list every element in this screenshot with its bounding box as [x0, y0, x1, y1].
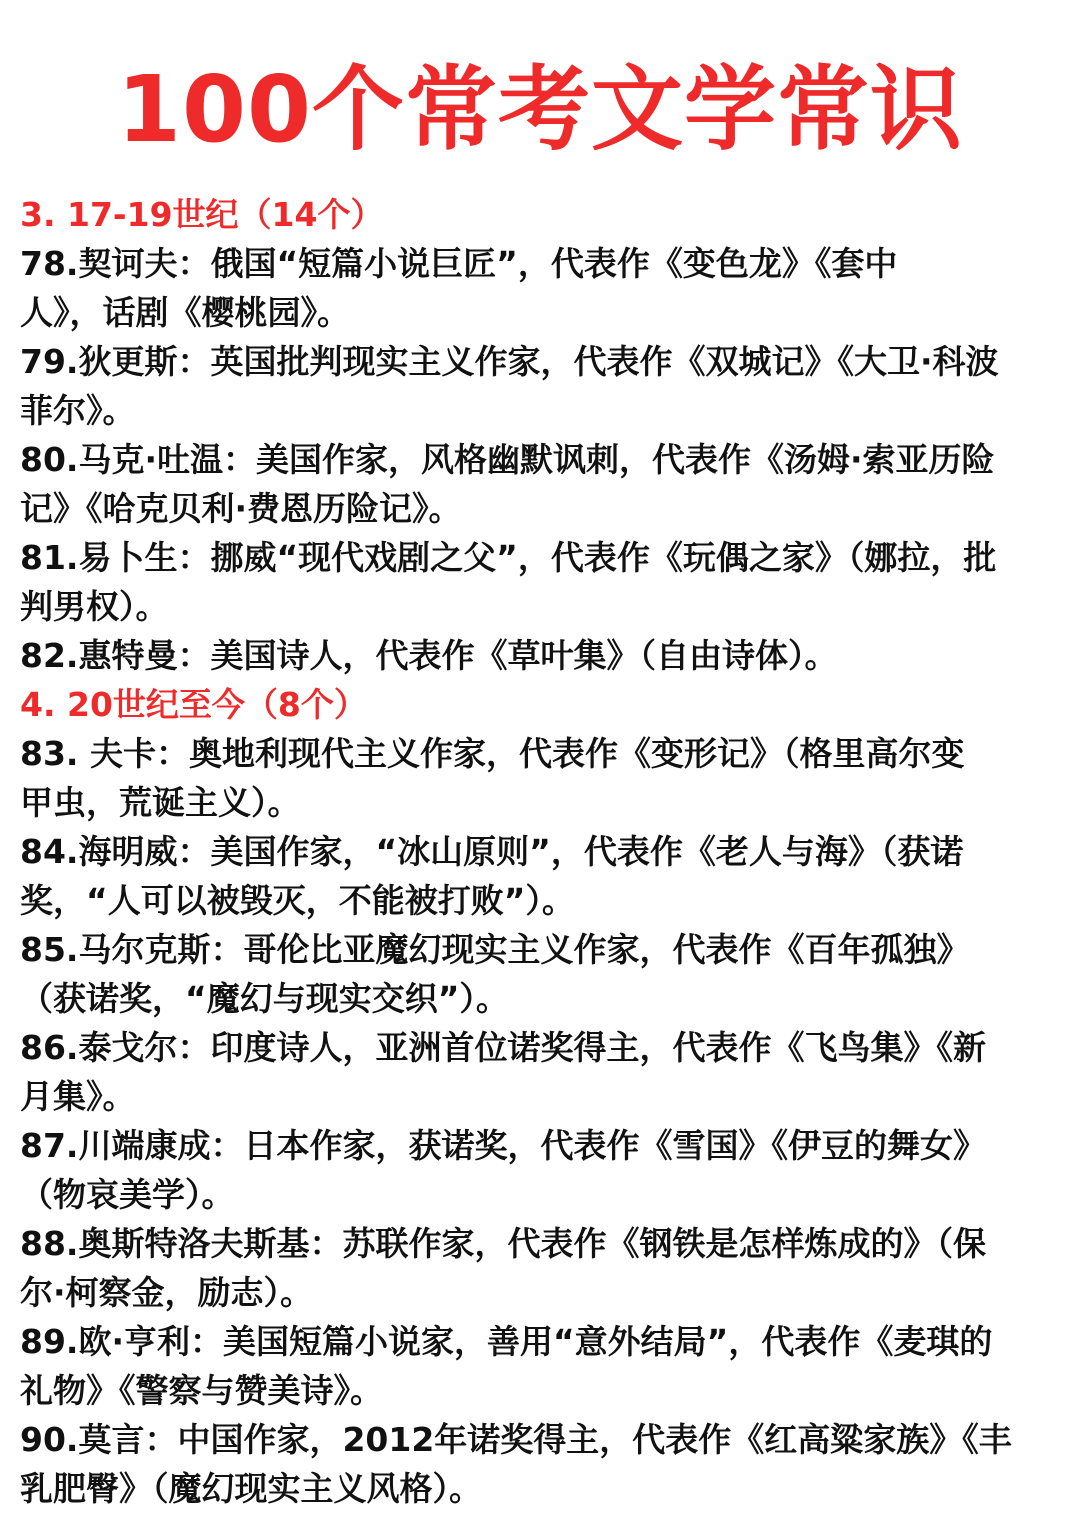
- text-line: 88.奥斯特洛夫斯基：苏联作家，代表作《钢铁是怎样炼成的》（保: [20, 1224, 986, 1263]
- text-line: （物哀美学）。: [20, 1175, 235, 1214]
- text-line: 90.莫言：中国作家，2012年诺奖得主，代表作《红高粱家族》《丰: [20, 1420, 1012, 1459]
- text-line: 菲尔》。: [20, 391, 136, 430]
- section-heading: 3. 17-19世纪（14个）: [20, 195, 384, 234]
- text-line: 83. 夫卡：奥地利现代主义作家，代表作《变形记》（格里高尔变: [20, 734, 965, 773]
- text-line: 85.马尔克斯：哥伦比亚魔幻现实主义作家，代表作《百年孤独》: [20, 930, 970, 969]
- text-line: 89.欧·亨利：美国短篇小说家，善用“意外结局”，代表作《麦琪的: [20, 1322, 993, 1361]
- text-line: （获诺奖，“魔幻与现实交织”）。: [20, 979, 509, 1018]
- text-line: 乳肥臀》（魔幻现实主义风格）。: [20, 1469, 482, 1508]
- literature-list: [20, 190, 1065, 1513]
- text-line: 81.易卜生：挪威“现代戏剧之父”，代表作《玩偶之家》（娜拉，批: [20, 538, 997, 577]
- text-line: 人》，话剧《樱桃园》。: [20, 293, 350, 332]
- text-line: 78.契诃夫：俄国“短篇小说巨匠”，代表作《变色龙》《套中: [20, 244, 898, 283]
- section-heading: 4. 20世纪至今（8个）: [20, 685, 367, 724]
- text-line: 甲虫，荒诞主义）。: [20, 783, 301, 822]
- text-line: 80.马克·吐温：美国作家，风格幽默讽刺，代表作《汤姆·索亚历险: [20, 440, 995, 479]
- text-line: 尔·柯察金，励志）。: [20, 1273, 314, 1312]
- text-line: 判男权）。: [20, 587, 169, 626]
- text-line: 84.海明威：美国作家，“冰山原则”，代表作《老人与海》（获诺: [20, 832, 964, 871]
- page-title: 100个常考文学常识: [116, 56, 964, 163]
- text-line: 87.川端康成：日本作家，获诺奖，代表作《雪国》《伊豆的舞女》: [20, 1126, 986, 1165]
- text-line: 月集》。: [20, 1077, 136, 1116]
- text-line: 礼物》《警察与赞美诗》。: [20, 1371, 383, 1410]
- text-line: 奖，“人可以被毁灭，不能被打败”）。: [20, 881, 575, 920]
- text-line: 79.狄更斯：英国批判现实主义作家，代表作《双城记》《大卫·科波: [20, 342, 999, 381]
- text-line: 82.惠特曼：美国诗人，代表作《草叶集》（自由诗体）。: [20, 636, 838, 675]
- text-line: 86.泰戈尔：印度诗人，亚洲首位诺奖得主，代表作《飞鸟集》《新: [20, 1028, 986, 1067]
- text-line: 记》《哈克贝利·费恩历险记》。: [20, 489, 462, 528]
